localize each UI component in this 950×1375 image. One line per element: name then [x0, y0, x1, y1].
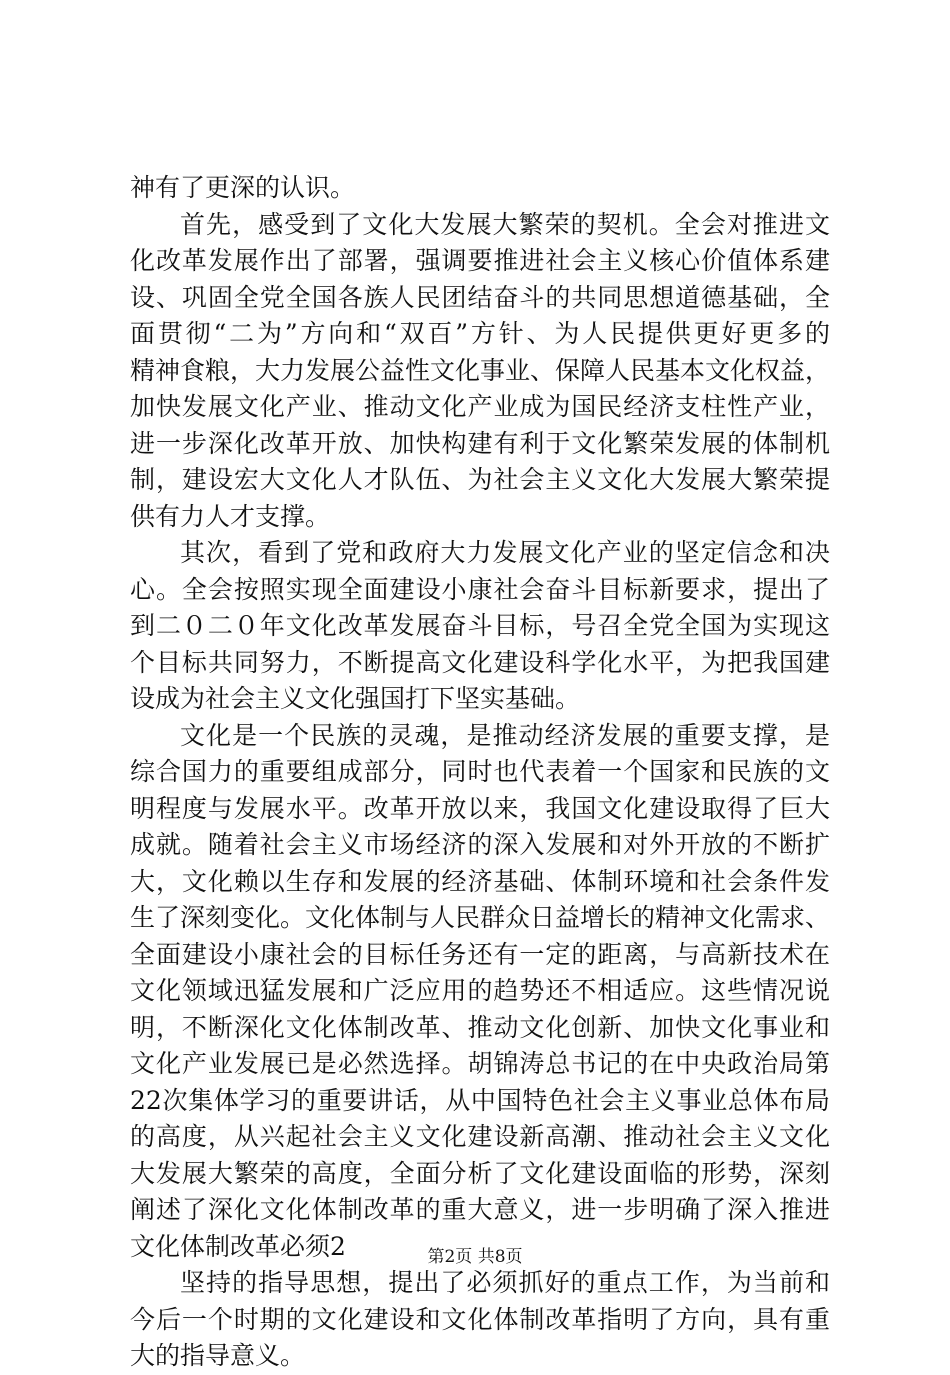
text-line: 文化领域迅猛发展和广泛应用的趋势还不相适应。这些情况说	[130, 976, 830, 1005]
text-line: 今后一个时期的文化建设和文化体制改革指明了方向，具有重	[130, 1304, 830, 1334]
text-line: 面贯彻“二为”方向和“双百”方针、为人民提供更好更多的	[130, 319, 830, 348]
page-number-footer: 第2页 共8页	[427, 1247, 523, 1267]
text-line: 心。全会按照实现全面建设小康社会奋斗目标新要求，提出了	[130, 574, 830, 604]
text-line: 阐述了深化文化体制改革的重大意义，进一步明确了深入推进	[130, 1195, 830, 1224]
text-line: 设成为社会主义文化强国打下坚实基础。	[130, 684, 581, 713]
text-line: 明，不断深化文化体制改革、推动文化创新、加快文化事业和	[130, 1012, 830, 1042]
text-line: 综合国力的重要组成部分，同时也代表着一个国家和民族的文	[130, 757, 830, 786]
text-line: 设、巩固全党全国各族人民团结奋斗的共同思想道德基础，全	[130, 282, 830, 312]
text-line: 的高度，从兴起社会主义文化建设新高潮、推动社会主义文化	[130, 1122, 830, 1151]
paragraph-start-line: 首先，感受到了文化大发展大繁荣的契机。全会对推进文	[180, 209, 830, 239]
text-line: 明程度与发展水平。改革开放以来，我国文化建设取得了巨大	[130, 793, 830, 823]
paragraph-start-line: 坚持的指导思想，提出了必须抓好的重点工作，为当前和	[180, 1268, 830, 1297]
text-line: 生了深刻变化。文化体制与人民群众日益增长的精神文化需求、	[130, 903, 831, 932]
text-line: 全面建设小康社会的目标任务还有一定的距离，与高新技术在	[130, 939, 830, 969]
paragraph-start-line: 文化是一个民族的灵魂，是推动经济发展的重要支撑，是	[180, 720, 830, 750]
text-line: 大，文化赖以生存和发展的经济基础、体制环境和社会条件发	[130, 866, 830, 896]
text-line: 大的指导意义。	[130, 1341, 306, 1370]
text-line: 精神食粮，大力发展公益性文化事业、保障人民基本文化权益，	[130, 355, 831, 385]
paragraph-start-line: 其次，看到了党和政府大力发展文化产业的坚定信念和决	[180, 538, 830, 567]
text-line: 大发展大繁荣的高度，全面分析了文化建设面临的形势，深刻	[130, 1158, 830, 1188]
text-line: 文化产业发展已是必然选择。胡锦涛总书记的在中央政治局第	[130, 1049, 830, 1078]
text-line: 加快发展文化产业、推动文化产业成为国民经济支柱性产业，	[130, 392, 830, 421]
text-line: 供有力人才支撑。	[130, 501, 331, 531]
text-line: 到二０二０年文化改革发展奋斗目标，号召全党全国为实现这	[130, 611, 830, 640]
document-body	[130, 170, 830, 1375]
text-line: 化改革发展作出了部署，强调要推进社会主义核心价值体系建	[130, 246, 830, 275]
text-line: 进一步深化改革开放、加快构建有利于文化繁荣发展的体制机	[130, 428, 830, 458]
text-line: 制，建设宏大文化人才队伍、为社会主义文化大发展大繁荣提	[130, 465, 830, 494]
text-line: 成就。随着社会主义市场经济的深入发展和对外开放的不断扩	[130, 830, 830, 859]
text-line: 文化体制改革必须2	[130, 1231, 346, 1261]
text-line: 22次集体学习的重要讲话，从中国特色社会主义事业总体布局	[130, 1085, 830, 1115]
text-line: 神有了更深的认识。	[130, 173, 356, 202]
text-line: 个目标共同努力，不断提高文化建设科学化水平，为把我国建	[130, 647, 830, 677]
